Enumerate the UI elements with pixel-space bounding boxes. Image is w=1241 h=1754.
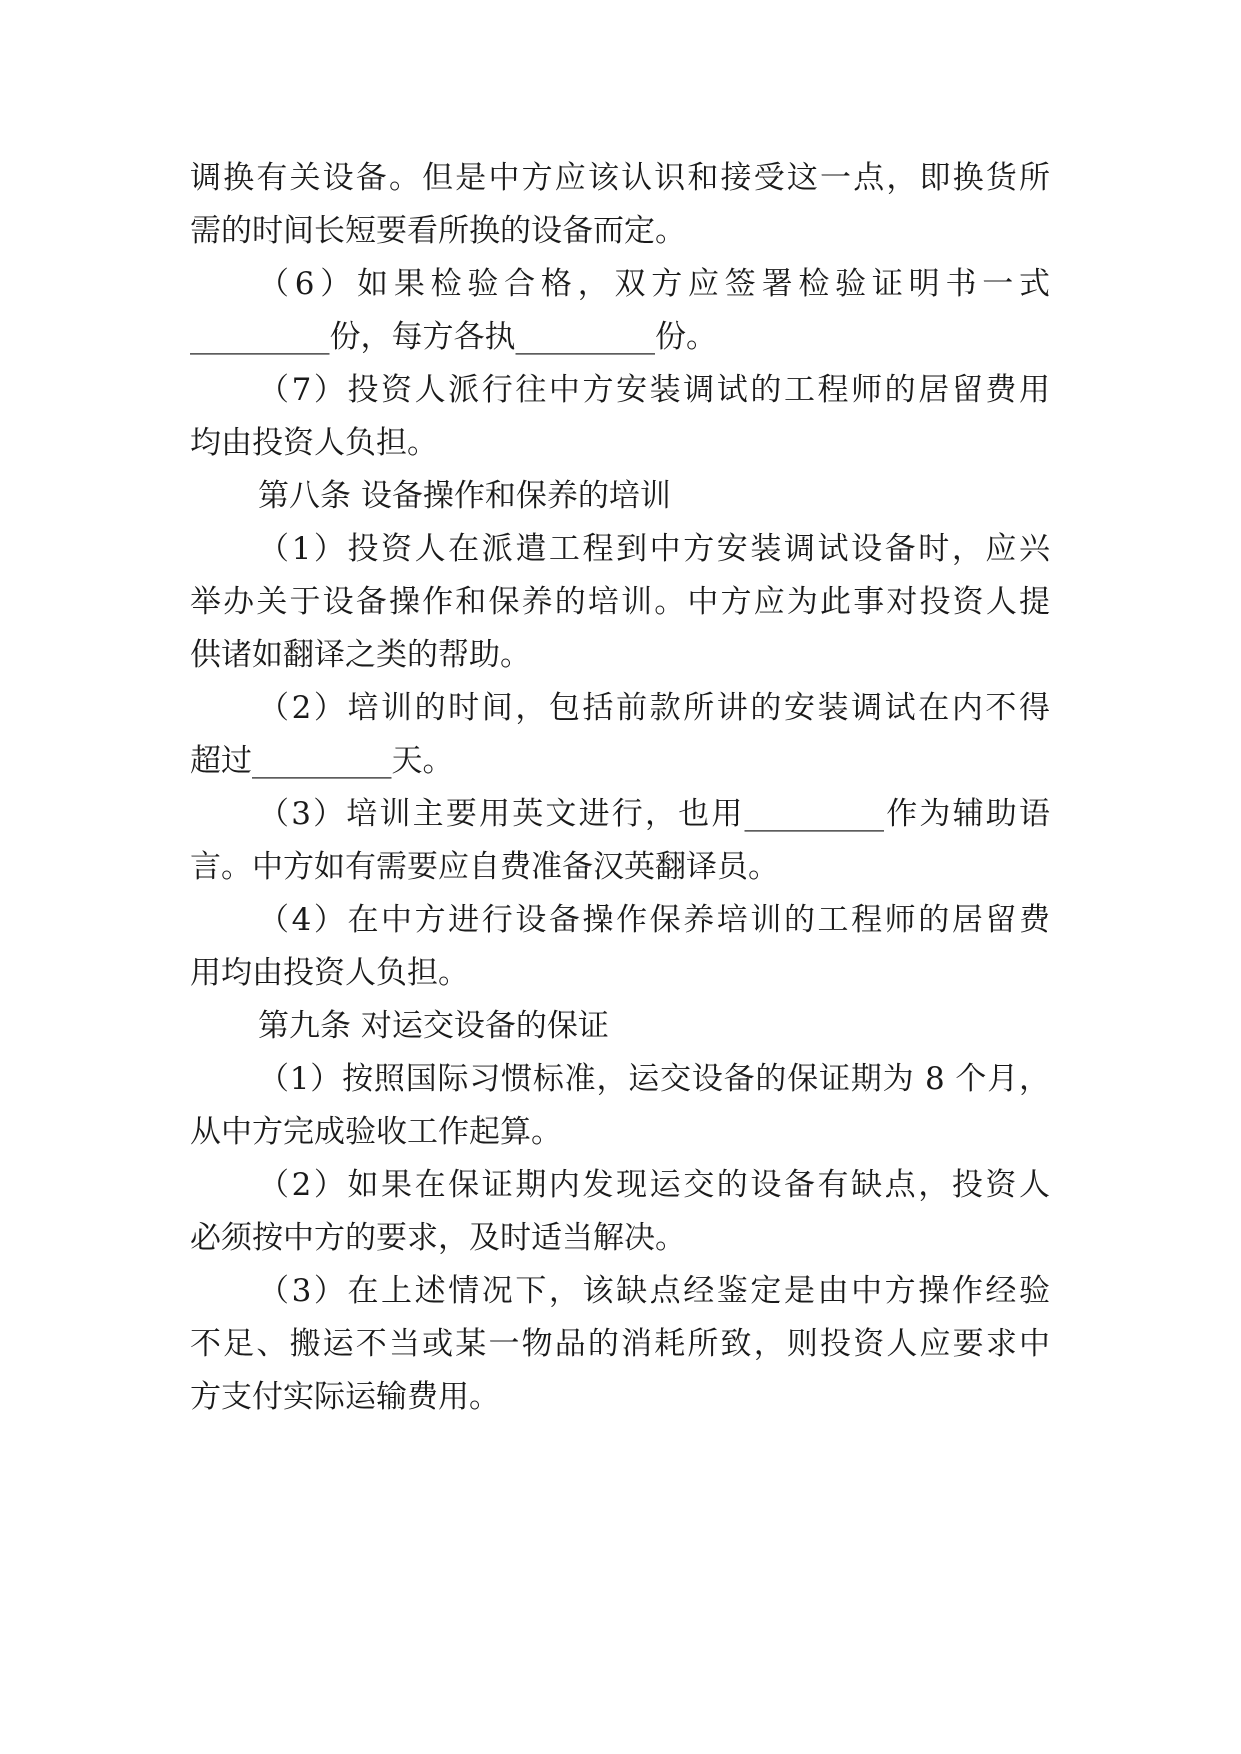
text-line: 言。中方如有需要应自费准备汉英翻译员。 xyxy=(190,849,779,885)
clause-item: （1）按照国际习惯标准，运交设备的保证期为 8 个月， xyxy=(258,1061,1050,1097)
clause-item: （2）如果在保证期内发现运交的设备有缺点，投资人 xyxy=(258,1167,1050,1203)
text-line: 供诸如翻译之类的帮助。 xyxy=(190,637,531,673)
text-line: 调换有关设备。但是中方应该认识和接受这一点，即换货所 xyxy=(190,160,1050,196)
text-line: 举办关于设备操作和保养的培训。中方应为此事对投资人提 xyxy=(190,584,1050,620)
text-line: 不足、搬运不当或某一物品的消耗所致，则投资人应要求中 xyxy=(190,1326,1050,1362)
text-line: 用均由投资人负担。 xyxy=(190,955,469,991)
text-line: _________份，每方各执_________份。 xyxy=(190,319,717,355)
text-line: 均由投资人负担。 xyxy=(190,425,438,461)
clause-item: （1）投资人在派遣工程到中方安装调试设备时，应兴 xyxy=(258,531,1050,567)
text-line: 方支付实际运输费用。 xyxy=(190,1379,500,1415)
text-line: 超过_________天。 xyxy=(190,743,454,779)
clause-item: （3）在上述情况下，该缺点经鉴定是由中方操作经验 xyxy=(258,1273,1050,1309)
text-line: 从中方完成验收工作起算。 xyxy=(190,1114,562,1150)
clause-item: （6）如果检验合格，双方应签署检验证明书一式 xyxy=(258,266,1050,302)
clause-item: （4）在中方进行设备操作保养培训的工程师的居留费 xyxy=(258,902,1050,938)
article-heading: 第八条 设备操作和保养的培训 xyxy=(258,478,671,514)
clause-item: （2）培训的时间，包括前款所讲的安装调试在内不得 xyxy=(258,690,1050,726)
clause-item: （3）培训主要用英文进行，也用_________作为辅助语 xyxy=(258,796,1050,832)
article-heading: 第九条 对运交设备的保证 xyxy=(258,1008,609,1044)
text-line: 需的时间长短要看所换的设备而定。 xyxy=(190,213,686,249)
clause-item: （7）投资人派行往中方安装调试的工程师的居留费用 xyxy=(258,372,1050,408)
text-line: 必须按中方的要求，及时适当解决。 xyxy=(190,1220,686,1256)
